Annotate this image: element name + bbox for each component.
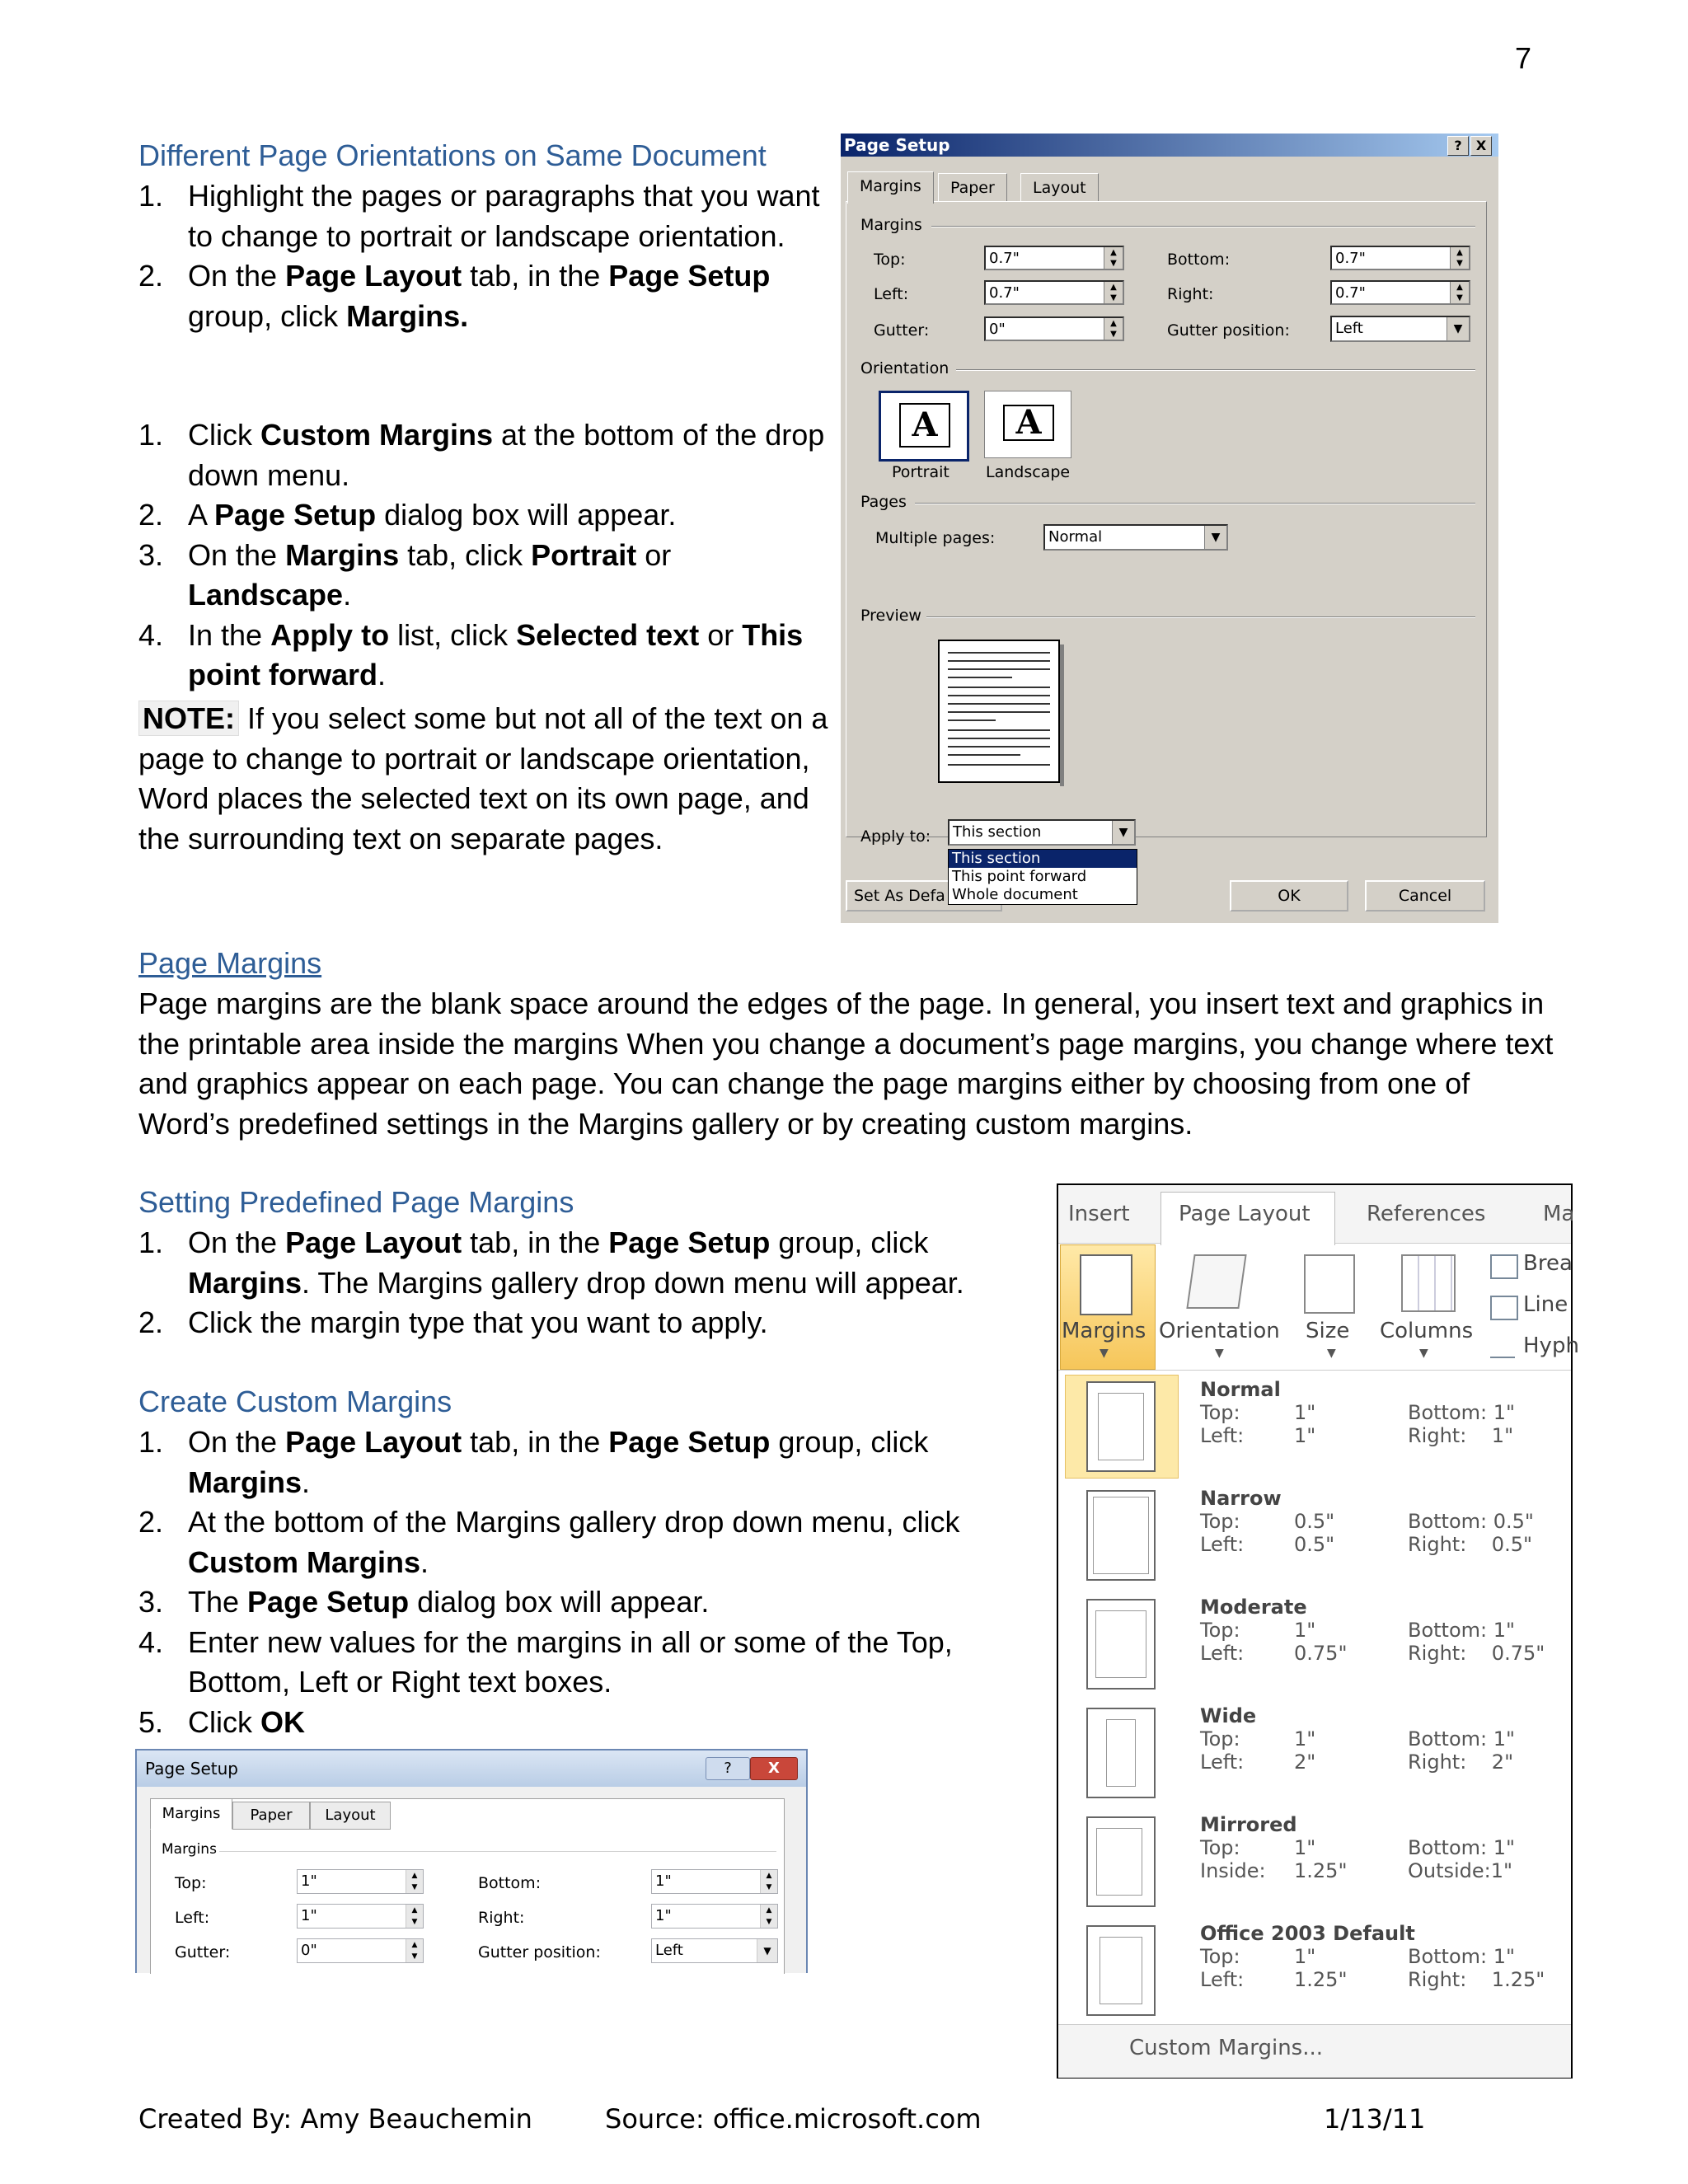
list-text: Enter new values for the margins in all or some of the Top, Bottom, Left or Right text boxes. (188, 1624, 953, 1699)
group-orientation: Orientation (860, 359, 950, 377)
list-item (138, 1422, 996, 1502)
list-number: 1. (138, 1226, 164, 1259)
divider (915, 503, 1475, 504)
top-value: 0.7" (989, 250, 1020, 267)
preset-value: 1" (1294, 1424, 1316, 1447)
margin-preset-mirrored[interactable] (1058, 1807, 1571, 1915)
bold-term: Portrait (531, 537, 637, 572)
list-text: group, click (770, 1226, 929, 1259)
preset-value: Right: 2" (1408, 1750, 1514, 1774)
ok-button[interactable]: OK (1230, 880, 1348, 912)
left-value: 0.7" (989, 284, 1020, 302)
preset-name: Wide (1200, 1704, 1257, 1727)
margin-preset-office-2003-default[interactable] (1058, 1915, 1571, 2024)
group-pages: Pages (860, 493, 907, 511)
bold-term: Page Setup (608, 259, 771, 293)
list-item (138, 1502, 996, 1582)
list-custom (138, 1422, 996, 1742)
preset-value: 2" (1294, 1750, 1316, 1774)
list-item (138, 536, 839, 616)
gutter-label: Gutter: (175, 1943, 231, 1961)
list-text: tab, in the (462, 1425, 609, 1459)
preset-value: 1" (1294, 1619, 1316, 1642)
bottom-label: Bottom: (1167, 251, 1231, 269)
preview-page-icon (938, 640, 1065, 788)
top-input[interactable] (297, 1869, 424, 1894)
help-button[interactable]: ? (706, 1757, 750, 1780)
list-item (138, 495, 839, 536)
margin-guide (1095, 1610, 1146, 1678)
gutter-position-select[interactable] (651, 1938, 778, 1963)
list-orientation-b (138, 415, 839, 696)
divider (926, 616, 1475, 618)
preset-value: Right: 0.5" (1408, 1533, 1533, 1556)
list-orientation-a (138, 176, 839, 336)
margin-guide (1100, 1937, 1142, 2004)
preset-value: Left: (1200, 1642, 1245, 1665)
list-text: tab, click (399, 537, 532, 572)
preset-value: 1" (1294, 1945, 1316, 1968)
list-text: at the bottom of the drop down menu. (188, 418, 825, 492)
preset-value: Bottom: 0.5" (1408, 1510, 1534, 1533)
margin-page-icon (1086, 1708, 1156, 1798)
chevron-down-icon: ▼ (1327, 1347, 1336, 1360)
margin-preset-normal[interactable] (1058, 1371, 1571, 1480)
list-text: . (420, 1544, 429, 1579)
tab-page-layout[interactable]: Page Layout (1179, 1202, 1311, 1226)
group-preview: Preview (860, 607, 921, 625)
spin-arrows-icon[interactable]: ▲ ▼ (1104, 318, 1123, 340)
list-text: . The Margins gallery drop down menu will appear. (302, 1265, 964, 1300)
divider (219, 1851, 776, 1852)
preset-value: Outside:1" (1408, 1859, 1513, 1882)
margins-gallery (1057, 1183, 1579, 2079)
preset-value: Left: (1200, 1533, 1245, 1556)
preset-value: 0.5" (1294, 1533, 1335, 1556)
list-text: At the bottom of the Margins gallery drop down menu, click (188, 1505, 960, 1539)
left-input[interactable] (984, 280, 1124, 305)
divider (1058, 1370, 1571, 1371)
apply-to-label: Apply to: (860, 827, 931, 846)
spin-arrows-icon[interactable]: ▲ ▼ (406, 1939, 423, 1962)
list-predefined (138, 1223, 996, 1343)
tab-margins[interactable]: Margins (150, 1798, 232, 1830)
note-text: If you select some but not all of the text on a page to change to portrait or landscape orientation, Word places the selected text on its own page, and the surrounding text on separate pages. (138, 701, 828, 855)
list-number: 1. (138, 1425, 164, 1459)
bottom-label: Bottom: (478, 1874, 542, 1892)
bold-term: Margins. (346, 298, 469, 333)
dialog-title: Page Setup (841, 134, 1498, 157)
margin-preset-wide[interactable] (1058, 1698, 1571, 1807)
list-number: 4. (138, 617, 164, 652)
landscape-label: Landscape (986, 463, 1071, 481)
tab-paper[interactable]: Paper (938, 173, 1007, 202)
bold-term: Margins (188, 1465, 302, 1499)
bold-term: Page Setup (608, 1425, 771, 1459)
heading-orientations: Different Page Orientations on Same Document (138, 138, 767, 172)
apply-option[interactable]: This point forward (952, 868, 1087, 885)
list-number: 3. (138, 537, 164, 572)
list-text: . (343, 578, 352, 612)
help-button[interactable]: ? (1447, 136, 1469, 156)
dialog-title: Page Setup (137, 1750, 806, 1787)
margin-page-icon (1086, 1925, 1156, 2016)
list-number: 1. (138, 418, 164, 452)
list-text: Click (188, 418, 260, 452)
top-label: Top: (175, 1874, 207, 1892)
preset-value: Bottom: 1" (1408, 1619, 1516, 1642)
list-number: 4. (138, 1624, 164, 1659)
list-item (138, 1703, 996, 1743)
preset-value: 0.75" (1294, 1642, 1348, 1665)
heading-page-margins[interactable]: Page Margins (138, 946, 322, 980)
preset-value: 1" (1294, 1727, 1316, 1750)
list-text: . (377, 658, 386, 691)
list-text: group, click (770, 1425, 929, 1459)
list-item (138, 1223, 996, 1303)
spin-arrows-icon[interactable]: ▲ ▼ (406, 1905, 423, 1928)
bold-term: Margins (285, 537, 400, 572)
bold-term: Page Layout (285, 259, 462, 293)
gutter-position-select[interactable] (1330, 316, 1470, 342)
bold-term: Custom Margins (188, 1544, 421, 1579)
margin-guide (1098, 1393, 1144, 1460)
list-text: tab, in the (462, 259, 609, 293)
preset-value: Left: (1200, 1750, 1245, 1774)
list-text: tab, in the (462, 1226, 609, 1259)
margin-page-icon (1086, 1381, 1156, 1472)
line-numbers-icon (1490, 1296, 1518, 1320)
note-paragraph (138, 699, 831, 859)
preset-value: 1" (1294, 1836, 1316, 1859)
breaks-button[interactable]: Brea (1523, 1251, 1573, 1276)
preset-value: Left: (1200, 1968, 1245, 1991)
margin-page-icon (1086, 1816, 1156, 1907)
preset-value: Right: 1.25" (1408, 1968, 1545, 1991)
margin-preset-narrow[interactable] (1058, 1480, 1571, 1589)
top-label: Top: (874, 251, 906, 269)
preset-name: Office 2003 Default (1200, 1922, 1415, 1945)
preset-value: Top: (1200, 1727, 1240, 1750)
custom-margins-button[interactable]: Custom Margins... (1129, 2036, 1324, 2060)
heading-predefined-margins: Setting Predefined Page Margins (138, 1185, 574, 1219)
page-setup-dialog-small (135, 1749, 808, 1973)
multiple-pages-value: Normal (1048, 528, 1103, 546)
multiple-pages-label: Multiple pages: (875, 529, 996, 547)
apply-to-value: This section (953, 823, 1042, 841)
preset-value: 1" (1294, 1401, 1316, 1424)
hyphenation-icon (1490, 1338, 1515, 1358)
preset-value: Bottom: 1" (1408, 1727, 1516, 1750)
tab-margins[interactable]: Margins (847, 171, 934, 204)
columns-icon[interactable] (1401, 1254, 1456, 1312)
chevron-down-icon: ▼ (757, 1939, 777, 1962)
heading-custom-margins: Create Custom Margins (138, 1385, 452, 1418)
footer-created-by: Created By: Amy Beauchemin (138, 2103, 532, 2135)
line-numbers-button[interactable]: Line (1523, 1292, 1568, 1317)
margins-icon[interactable] (1080, 1254, 1132, 1315)
preset-value: Bottom: 1" (1408, 1401, 1516, 1424)
preset-name: Normal (1200, 1378, 1281, 1401)
margin-page-icon (1086, 1599, 1156, 1690)
tab-references[interactable]: References (1367, 1202, 1486, 1226)
top-input[interactable] (984, 246, 1124, 270)
left-input[interactable] (297, 1904, 424, 1929)
preset-value: Bottom: 1" (1408, 1945, 1516, 1968)
close-button[interactable]: X (750, 1757, 798, 1780)
gutter-input[interactable] (297, 1938, 424, 1963)
gutter-position-label: Gutter position: (1167, 321, 1290, 340)
gutter-position-value: Left (655, 1942, 683, 1959)
list-text: list, click (389, 617, 517, 652)
spin-arrows-icon[interactable]: ▲ ▼ (1450, 282, 1469, 303)
list-text: or (699, 617, 743, 652)
columns-button[interactable]: Columns (1380, 1319, 1474, 1343)
portrait-label: Portrait (892, 463, 950, 481)
preset-value: Right: 0.75" (1408, 1642, 1545, 1665)
list-text: On the (188, 1226, 286, 1259)
page-setup-dialog (841, 134, 1498, 923)
list-text: group, click (188, 298, 347, 333)
preset-value: 0.5" (1294, 1510, 1335, 1533)
margin-preset-moderate[interactable] (1058, 1589, 1571, 1698)
preset-value: Top: (1200, 1401, 1240, 1424)
margin-guide (1096, 1828, 1142, 1896)
bold-term: Custom Margins (260, 418, 494, 452)
list-number: 2. (138, 259, 164, 293)
note-label: NOTE: (138, 701, 239, 736)
right-value: 1" (655, 1907, 672, 1924)
bold-term: Apply to (270, 617, 390, 652)
preset-value: Left: (1200, 1424, 1245, 1447)
chevron-down-icon: ▼ (1112, 821, 1134, 844)
preset-value: Right: 1" (1408, 1424, 1514, 1447)
right-label: Right: (1167, 285, 1214, 303)
gutter-value: 0" (989, 321, 1006, 338)
list-text: Click the margin type that you want to apply. (188, 1305, 768, 1339)
list-number: 2. (138, 1505, 164, 1539)
group-margins: Margins (162, 1841, 217, 1858)
landscape-icon: A (1003, 405, 1054, 441)
preset-name: Mirrored (1200, 1813, 1297, 1836)
tab-layout[interactable]: Layout (1020, 173, 1099, 202)
list-text: dialog box will appear. (409, 1585, 710, 1619)
left-value: 1" (301, 1907, 317, 1924)
preset-value: Inside: (1200, 1859, 1266, 1882)
list-number: 3. (138, 1585, 164, 1619)
orientation-icon[interactable] (1186, 1254, 1246, 1309)
list-item (138, 415, 839, 495)
divider (931, 226, 1475, 227)
chevron-down-icon: ▼ (1419, 1347, 1428, 1360)
bold-term: OK (260, 1704, 305, 1739)
margins-button[interactable]: Margins (1062, 1319, 1146, 1343)
portrait-button[interactable] (879, 391, 969, 462)
chevron-down-icon: ▼ (1204, 526, 1226, 549)
apply-to-dropdown (948, 849, 1137, 905)
page-margins-paragraph: Page margins are the blank space around the edges of the page. In general, you insert text and graphics in the printable area inside the margins When you change a document’s page margins, you change where text and graphics appear on each page. You can change the page margins either by choosing from one of Word’s predefined settings in the Margins gallery or by creating custom margins. (138, 987, 1554, 1141)
bold-term: Page Layout (285, 1226, 462, 1259)
breaks-icon (1490, 1254, 1518, 1279)
apply-to-select[interactable] (948, 819, 1136, 846)
preset-name: Narrow (1200, 1487, 1282, 1510)
gutter-input[interactable] (984, 316, 1124, 341)
bottom-value: 1" (655, 1872, 672, 1890)
right-value: 0.7" (1335, 284, 1366, 302)
set-as-default-button[interactable]: Set As Defa (846, 880, 1002, 912)
apply-option[interactable]: Whole document (952, 886, 1078, 903)
bold-term: Landscape (188, 578, 344, 612)
gutter-value: 0" (301, 1942, 317, 1959)
list-item (138, 1303, 996, 1343)
list-number: 2. (138, 498, 164, 532)
list-item (138, 1582, 996, 1623)
preset-value: Top: (1200, 1836, 1240, 1859)
preset-value: Bottom: 1" (1408, 1836, 1516, 1859)
orientation-button[interactable]: Orientation (1159, 1319, 1280, 1343)
footer-source: Source: office.microsoft.com (605, 2103, 982, 2135)
multiple-pages-select[interactable] (1043, 524, 1228, 551)
spin-arrows-icon[interactable]: ▲ ▼ (760, 1870, 777, 1893)
list-text: On the (188, 259, 286, 293)
hyphenation-button[interactable]: Hyph (1523, 1333, 1579, 1358)
tab-mailings[interactable]: Ma (1543, 1202, 1575, 1226)
list-text: . (302, 1465, 311, 1499)
gutter-position-label: Gutter position: (478, 1943, 601, 1961)
tab-paper[interactable]: Paper (232, 1802, 310, 1830)
tab-layout[interactable]: Layout (310, 1802, 391, 1830)
bottom-input[interactable] (651, 1869, 778, 1894)
bottom-input[interactable] (1330, 246, 1470, 270)
list-item (138, 256, 839, 336)
preset-value: 1.25" (1294, 1968, 1348, 1991)
list-item (138, 616, 839, 696)
gutter-position-value: Left (1335, 320, 1363, 337)
list-text: dialog box will appear. (376, 498, 677, 532)
preset-value: Top: (1200, 1510, 1240, 1533)
size-icon[interactable] (1304, 1254, 1355, 1314)
gutter-label: Gutter: (874, 321, 930, 340)
portrait-icon: A (899, 403, 950, 448)
list-text: or (636, 537, 672, 572)
cancel-button[interactable]: Cancel (1365, 880, 1485, 912)
left-label: Left: (874, 285, 909, 303)
list-number: 5. (138, 1704, 164, 1739)
bold-term: Page Layout (285, 1425, 462, 1459)
preset-value: Top: (1200, 1619, 1240, 1642)
bold-term: Selected text (516, 617, 700, 652)
list-text: In the (188, 617, 271, 652)
list-item (138, 1623, 996, 1703)
bold-term: Page Setup (214, 498, 377, 532)
right-input[interactable] (651, 1904, 778, 1929)
list-text: Highlight the pages or paragraphs that you want to change to portrait or landscape orientation. (188, 179, 820, 253)
list-text: On the (188, 537, 286, 572)
chevron-down-icon: ▼ (1215, 1347, 1224, 1360)
chevron-down-icon: ▼ (1100, 1347, 1109, 1360)
list-text: On the (188, 1425, 286, 1459)
bold-term: Margins (188, 1265, 302, 1300)
preset-value: Top: (1200, 1945, 1240, 1968)
list-text: The (188, 1585, 248, 1619)
left-label: Left: (175, 1909, 210, 1927)
list-number: 2. (138, 1305, 164, 1339)
spin-arrows-icon[interactable]: ▲ ▼ (1104, 247, 1123, 269)
tab-insert[interactable]: Insert (1068, 1202, 1130, 1226)
landscape-button[interactable] (984, 391, 1071, 458)
group-margins: Margins (860, 216, 922, 234)
top-value: 1" (301, 1872, 317, 1890)
list-item (138, 176, 839, 256)
bold-term: Page Setup (247, 1585, 410, 1619)
bold-term: Page Setup (608, 1226, 771, 1259)
margin-guide (1106, 1719, 1136, 1787)
page-number: 7 (1515, 41, 1532, 75)
spin-arrows-icon[interactable]: ▲ ▼ (1450, 247, 1469, 269)
preset-value: 1.25" (1294, 1859, 1348, 1882)
close-button[interactable]: X (1470, 136, 1492, 156)
size-button[interactable]: Size (1306, 1319, 1350, 1343)
chevron-down-icon: ▼ (1447, 317, 1469, 340)
right-input[interactable] (1330, 280, 1470, 305)
bold-term: This point forward (188, 617, 804, 691)
margin-guide (1093, 1497, 1149, 1574)
margin-page-icon (1086, 1490, 1156, 1581)
spin-arrows-icon[interactable]: ▲ ▼ (406, 1870, 423, 1893)
list-number: 1. (138, 179, 164, 213)
divider (956, 369, 1475, 371)
apply-option[interactable]: This section (949, 850, 1137, 868)
right-label: Right: (478, 1909, 525, 1927)
list-text: Click (188, 1704, 260, 1739)
list-text: A (188, 498, 215, 532)
footer-date: 1/13/11 (1324, 2103, 1426, 2135)
spin-arrows-icon[interactable]: ▲ ▼ (1104, 282, 1123, 303)
preset-name: Moderate (1200, 1596, 1307, 1619)
spin-arrows-icon[interactable]: ▲ ▼ (760, 1905, 777, 1928)
bottom-value: 0.7" (1335, 250, 1366, 267)
